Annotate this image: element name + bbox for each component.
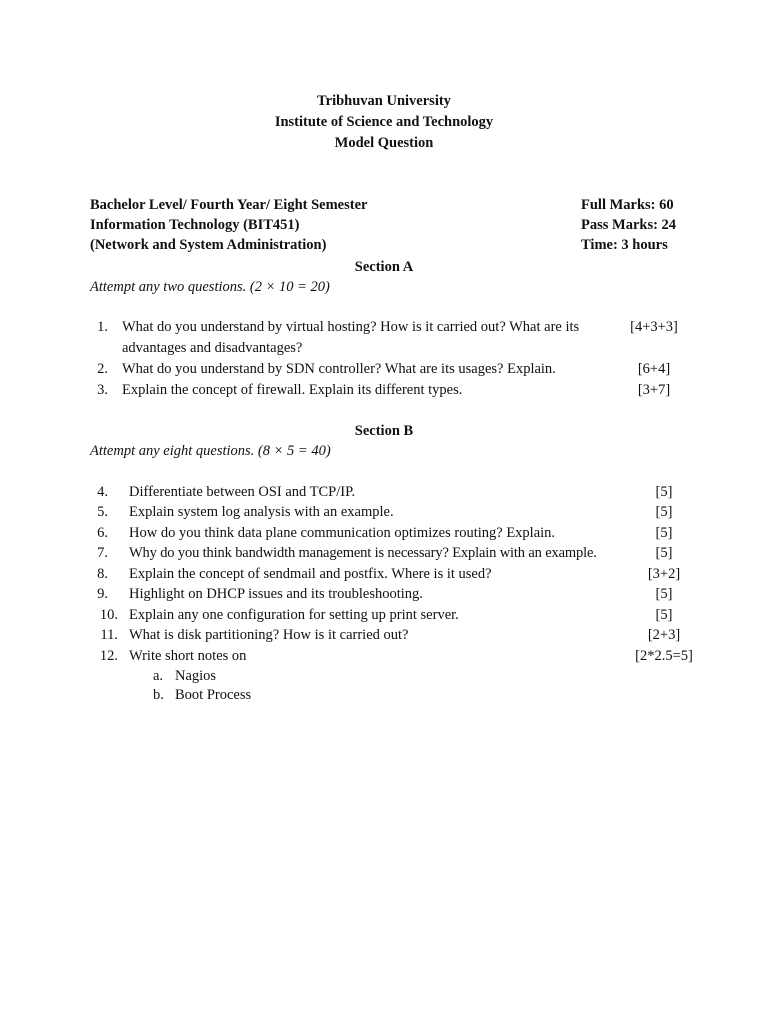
course-info: (Network and System Administration)	[90, 237, 327, 253]
question-text: Explain the concept of firewall. Explain its different types.	[122, 382, 463, 398]
institute-name: Institute of Science and Technology	[274, 114, 494, 130]
full-marks: Full Marks: 60	[581, 197, 674, 213]
subitem-label: b.	[153, 687, 164, 703]
question-number: 9.	[97, 586, 108, 602]
section-a-instruction: Attempt any two questions. (2 × 10 = 20)	[90, 279, 330, 295]
question-marks: [5]	[655, 504, 673, 520]
question-number: 6.	[97, 525, 108, 541]
question-marks: [5]	[655, 484, 673, 500]
question-number: 12.	[99, 648, 118, 664]
question-number: 4.	[97, 484, 108, 500]
university-name: Tribhuvan University	[317, 93, 451, 109]
question-text: What do you understand by SDN controller? What are its usages? Explain.	[122, 361, 556, 377]
question-text: Explain the concept of sendmail and postfix. Where is it used?	[129, 566, 492, 582]
question-number: 8.	[97, 566, 108, 582]
subitem-text: Nagios	[175, 668, 217, 684]
question-marks: [5]	[655, 525, 673, 541]
question-number: 3.	[97, 382, 108, 398]
question-text: Write short notes on	[129, 648, 247, 664]
question-number: 2.	[97, 361, 108, 377]
question-marks: [5]	[655, 545, 673, 561]
question-text: Why do you think bandwidth management is necessary? Explain with an example.	[129, 545, 597, 561]
question-marks: [2*2.5=5]	[635, 648, 693, 664]
question-marks: [5]	[655, 607, 673, 623]
question-text: What is disk partitioning? How is it carried out?	[129, 627, 409, 643]
question-text-continued: advantages and disadvantages?	[122, 340, 303, 356]
question-text: Explain any one configuration for setting up print server.	[129, 607, 459, 623]
question-marks: [2+3]	[647, 627, 681, 643]
question-marks: [3+2]	[647, 566, 681, 582]
document-type: Model Question	[334, 135, 434, 151]
question-number: 10.	[99, 607, 118, 623]
subitem-text: Boot Process	[175, 687, 252, 703]
question-text: What do you understand by virtual hosting? How is it carried out? What are its	[122, 319, 580, 335]
pass-marks: Pass Marks: 24	[581, 217, 677, 233]
question-number: 5.	[97, 504, 108, 520]
question-marks: [5]	[655, 586, 673, 602]
exam-time: Time: 3 hours	[581, 237, 668, 253]
program-info: Information Technology (BIT451)	[90, 217, 300, 233]
question-number: 7.	[97, 545, 108, 561]
question-text: Differentiate between OSI and TCP/IP.	[129, 484, 356, 500]
question-marks: [3+7]	[637, 382, 671, 398]
question-number: 1.	[97, 319, 108, 335]
question-text: How do you think data plane communication optimizes routing? Explain.	[129, 525, 556, 541]
section-b-instruction: Attempt any eight questions. (8 × 5 = 40)	[90, 443, 331, 459]
level-info: Bachelor Level/ Fourth Year/ Eight Semester	[90, 197, 368, 213]
question-marks: [6+4]	[637, 361, 671, 377]
question-text: Explain system log analysis with an example.	[129, 504, 394, 520]
question-marks: [4+3+3]	[630, 319, 678, 335]
question-number: 11.	[100, 627, 118, 643]
section-a-title: Section A	[354, 259, 414, 275]
question-text: Highlight on DHCP issues and its troubleshooting.	[129, 586, 423, 602]
subitem-label: a.	[153, 668, 164, 684]
section-b-title: Section B	[354, 423, 414, 439]
